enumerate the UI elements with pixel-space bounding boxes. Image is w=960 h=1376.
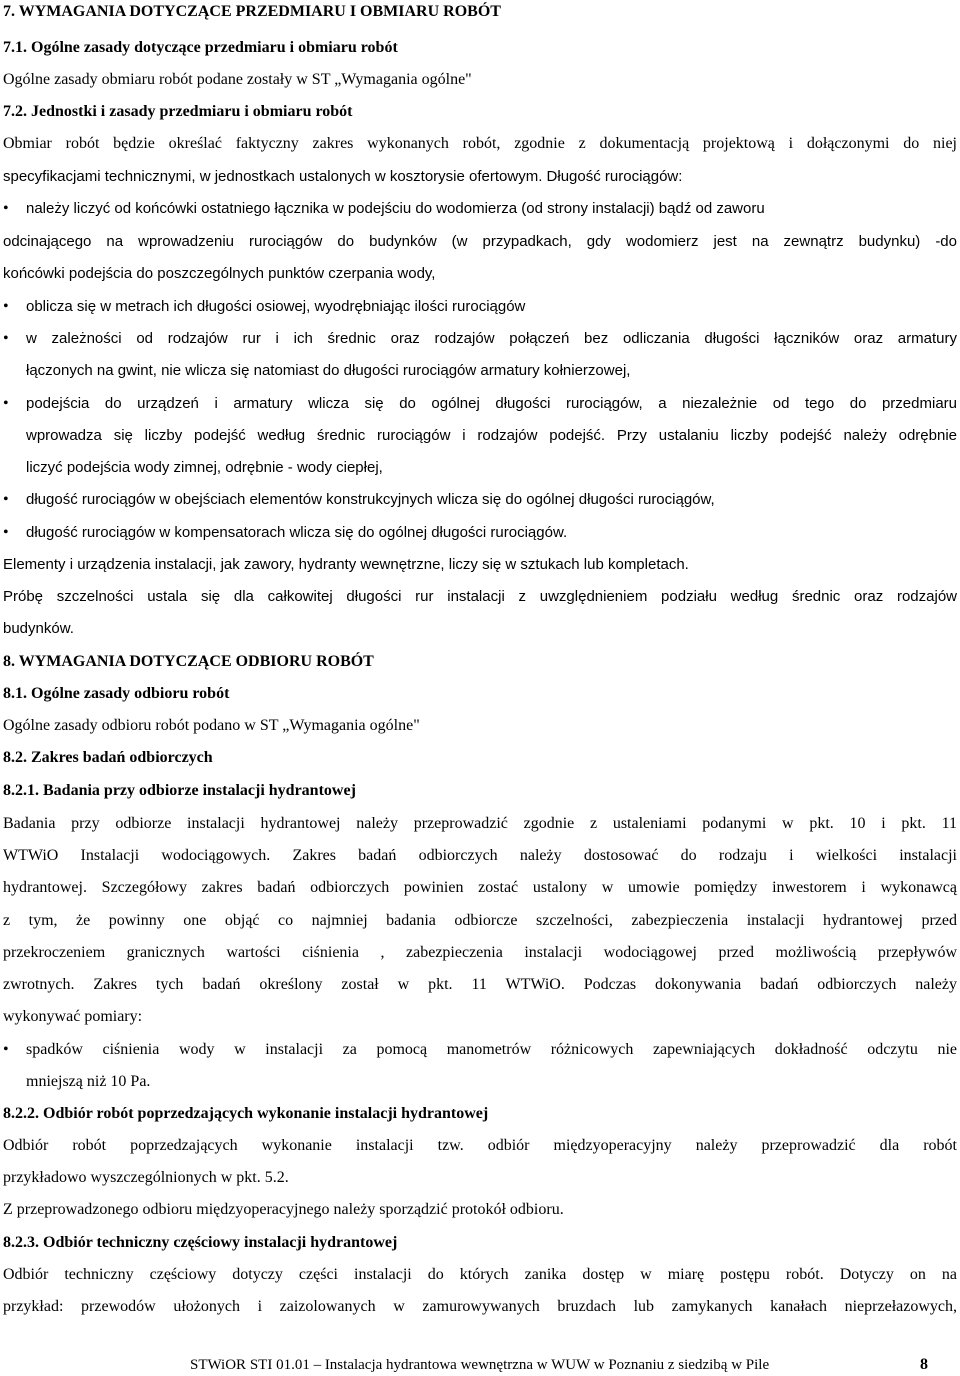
bullet-icon: •	[3, 330, 9, 347]
paragraph-line: przekroczeniem granicznych wartości ciśnienia , zabezpieczenia instalacji wodociągowej przed możliwością przepływów	[3, 944, 957, 961]
section-7-1-heading: 7.1. Ogólne zasady dotyczące przedmiaru i obmiaru robót	[3, 39, 398, 56]
paragraph-line: budynków.	[3, 620, 74, 637]
paragraph-line: Badania przy odbiorze instalacji hydrantowej należy przeprowadzić zgodnie z ustaleniami podanymi w pkt. 10 i pkt. 11	[3, 815, 957, 832]
paragraph-line: Obmiar robót będzie określać faktyczny zakres wykonanych robót, zgodnie z dokumentacją projektową i dołączonymi do niej	[3, 135, 957, 152]
bullet-icon: •	[3, 200, 9, 217]
footer-text: STWiOR STI 01.01 – Instalacja hydrantowa wewnętrzna w WUW w Poznaniu z siedzibą w Pile	[190, 1357, 770, 1373]
bullet-text: oblicza się w metrach ich długości osiowej, wyodrębniając ilości rurociągów	[26, 298, 526, 315]
paragraph-line: Odbiór robót poprzedzających wykonanie instalacji tzw. odbiór międzyoperacyjny należy przeprowadzić dla robót	[3, 1137, 957, 1154]
paragraph-line: przykład: przewodów ułożonych i zaizolowanych w zamurowywanych bruzdach lub zamykanych kanałach nieprzełazowych,	[3, 1298, 957, 1315]
paragraph-line: WTWiO Instalacji wodociągowych. Zakres badań odbiorczych należy dostosować do rodzaju i wielkości instalacji	[3, 847, 957, 864]
paragraph-line: zwrotnych. Zakres tych badań określony został w pkt. 11 WTWiO. Podczas dokonywania badań odbiorczych należy	[3, 976, 957, 993]
section-7-1-text: Ogólne zasady obmiaru robót podane zostały w ST „Wymagania ogólne"	[3, 71, 472, 88]
bullet-icon: •	[3, 298, 9, 315]
paragraph-line: Elementy i urządzenia instalacji, jak zawory, hydranty wewnętrzne, liczy się w sztukach lub kompletach.	[3, 556, 689, 573]
bullet-text: końcówki podejścia do poszczególnych punktów czerpania wody,	[3, 265, 436, 282]
bullet-text: długość rurociągów w kompensatorach wlicza się do ogólnej długości rurociągów.	[26, 524, 568, 541]
paragraph-line: wykonywać pomiary:	[3, 1008, 143, 1025]
section-7-heading: 7. WYMAGANIA DOTYCZĄCE PRZEDMIARU I OBMIARU ROBÓT	[3, 3, 501, 20]
bullet-text: łączonych na gwint, nie wlicza się natomiast do długości rurociągów armatury kołnierzowej,	[26, 362, 631, 379]
section-8-2-3-heading: 8.2.3. Odbiór techniczny częściowy instalacji hydrantowej	[3, 1234, 398, 1251]
paragraph-line: Z przeprowadzonego odbioru międzyoperacyjnego należy sporządzić protokół odbioru.	[3, 1201, 564, 1218]
paragraph-line: Odbiór techniczny częściowy dotyczy części instalacji do których zanika dostęp w miarę postępu robót. Dotyczy on na	[3, 1266, 957, 1283]
paragraph-line: z tym, że powinny one objąć co najmniej badania odbiorcze szczelności, zabezpieczenia instalacji hydrantowej przed	[3, 912, 957, 929]
bullet-icon: •	[3, 491, 9, 508]
paragraph-line: specyfikacjami technicznymi, w jednostkach ustalonych w kosztorysie ofertowym. Długość rurociągów:	[3, 168, 683, 185]
bullet-text: należy liczyć od końcówki ostatniego łącznika w podejściu do wodomierza (od strony instalacji) bądź od zaworu	[26, 200, 765, 217]
bullet-text: wprowadza się liczby podejść według średnic rurociągów i rodzajów podejść. Przy ustalaniu liczby podejść należy odrębnie	[26, 427, 957, 444]
section-7-2-heading: 7.2. Jednostki i zasady przedmiaru i obmiaru robót	[3, 103, 353, 120]
bullet-icon: •	[3, 1041, 9, 1058]
bullet-text: w zależności od rodzajów rur i ich średnic oraz rodzajów połączeń bez odliczania długości łączników oraz armatury	[26, 330, 957, 347]
bullet-text: podejścia do urządzeń i armatury wlicza się do ogólnej długości rurociągów, a niezależnie od tego do przedmiaru	[26, 395, 957, 412]
bullet-text: liczyć podejścia wody zimnej, odrębnie - wody ciepłej,	[26, 459, 383, 476]
paragraph-line: hydrantowej. Szczegółowy zakres badań odbiorczych powinien zostać ustalony w umowie pomiędzy inwestorem i wykonawcą	[3, 879, 957, 896]
paragraph-line: przykładowo wyszczególnionych w pkt. 5.2.	[3, 1169, 289, 1186]
section-8-1-text: Ogólne zasady odbioru robót podano w ST „Wymagania ogólne"	[3, 717, 420, 734]
bullet-icon: •	[3, 524, 9, 541]
page-number: 8	[920, 1356, 928, 1373]
paragraph-line: Próbę szczelności ustala się dla całkowitej długości rur instalacji z uwzględnieniem podziału według średnic oraz rodzajów	[3, 588, 957, 605]
bullet-text: długość rurociągów w obejściach elementów konstrukcyjnych wlicza się do ogólnej długości rurociągów,	[26, 491, 715, 508]
section-8-2-heading: 8.2. Zakres badań odbiorczych	[3, 749, 213, 766]
section-8-heading: 8. WYMAGANIA DOTYCZĄCE ODBIORU ROBÓT	[3, 653, 374, 670]
bullet-text: mniejszą niż 10 Pa.	[26, 1073, 151, 1090]
bullet-text: spadków ciśnienia wody w instalacji za pomocą manometrów różnicowych zapewniających dokładność odczytu nie	[26, 1041, 957, 1058]
bullet-text: odcinającego na wprowadzeniu rurociągów do budynków (w przypadkach, gdy wodomierz jest na zewnątrz budynku) -do	[3, 233, 957, 250]
section-8-2-1-heading: 8.2.1. Badania przy odbiorze instalacji hydrantowej	[3, 782, 356, 799]
bullet-icon: •	[3, 395, 9, 412]
section-8-1-heading: 8.1. Ogólne zasady odbioru robót	[3, 685, 230, 702]
section-8-2-2-heading: 8.2.2. Odbiór robót poprzedzających wykonanie instalacji hydrantowej	[3, 1105, 489, 1122]
